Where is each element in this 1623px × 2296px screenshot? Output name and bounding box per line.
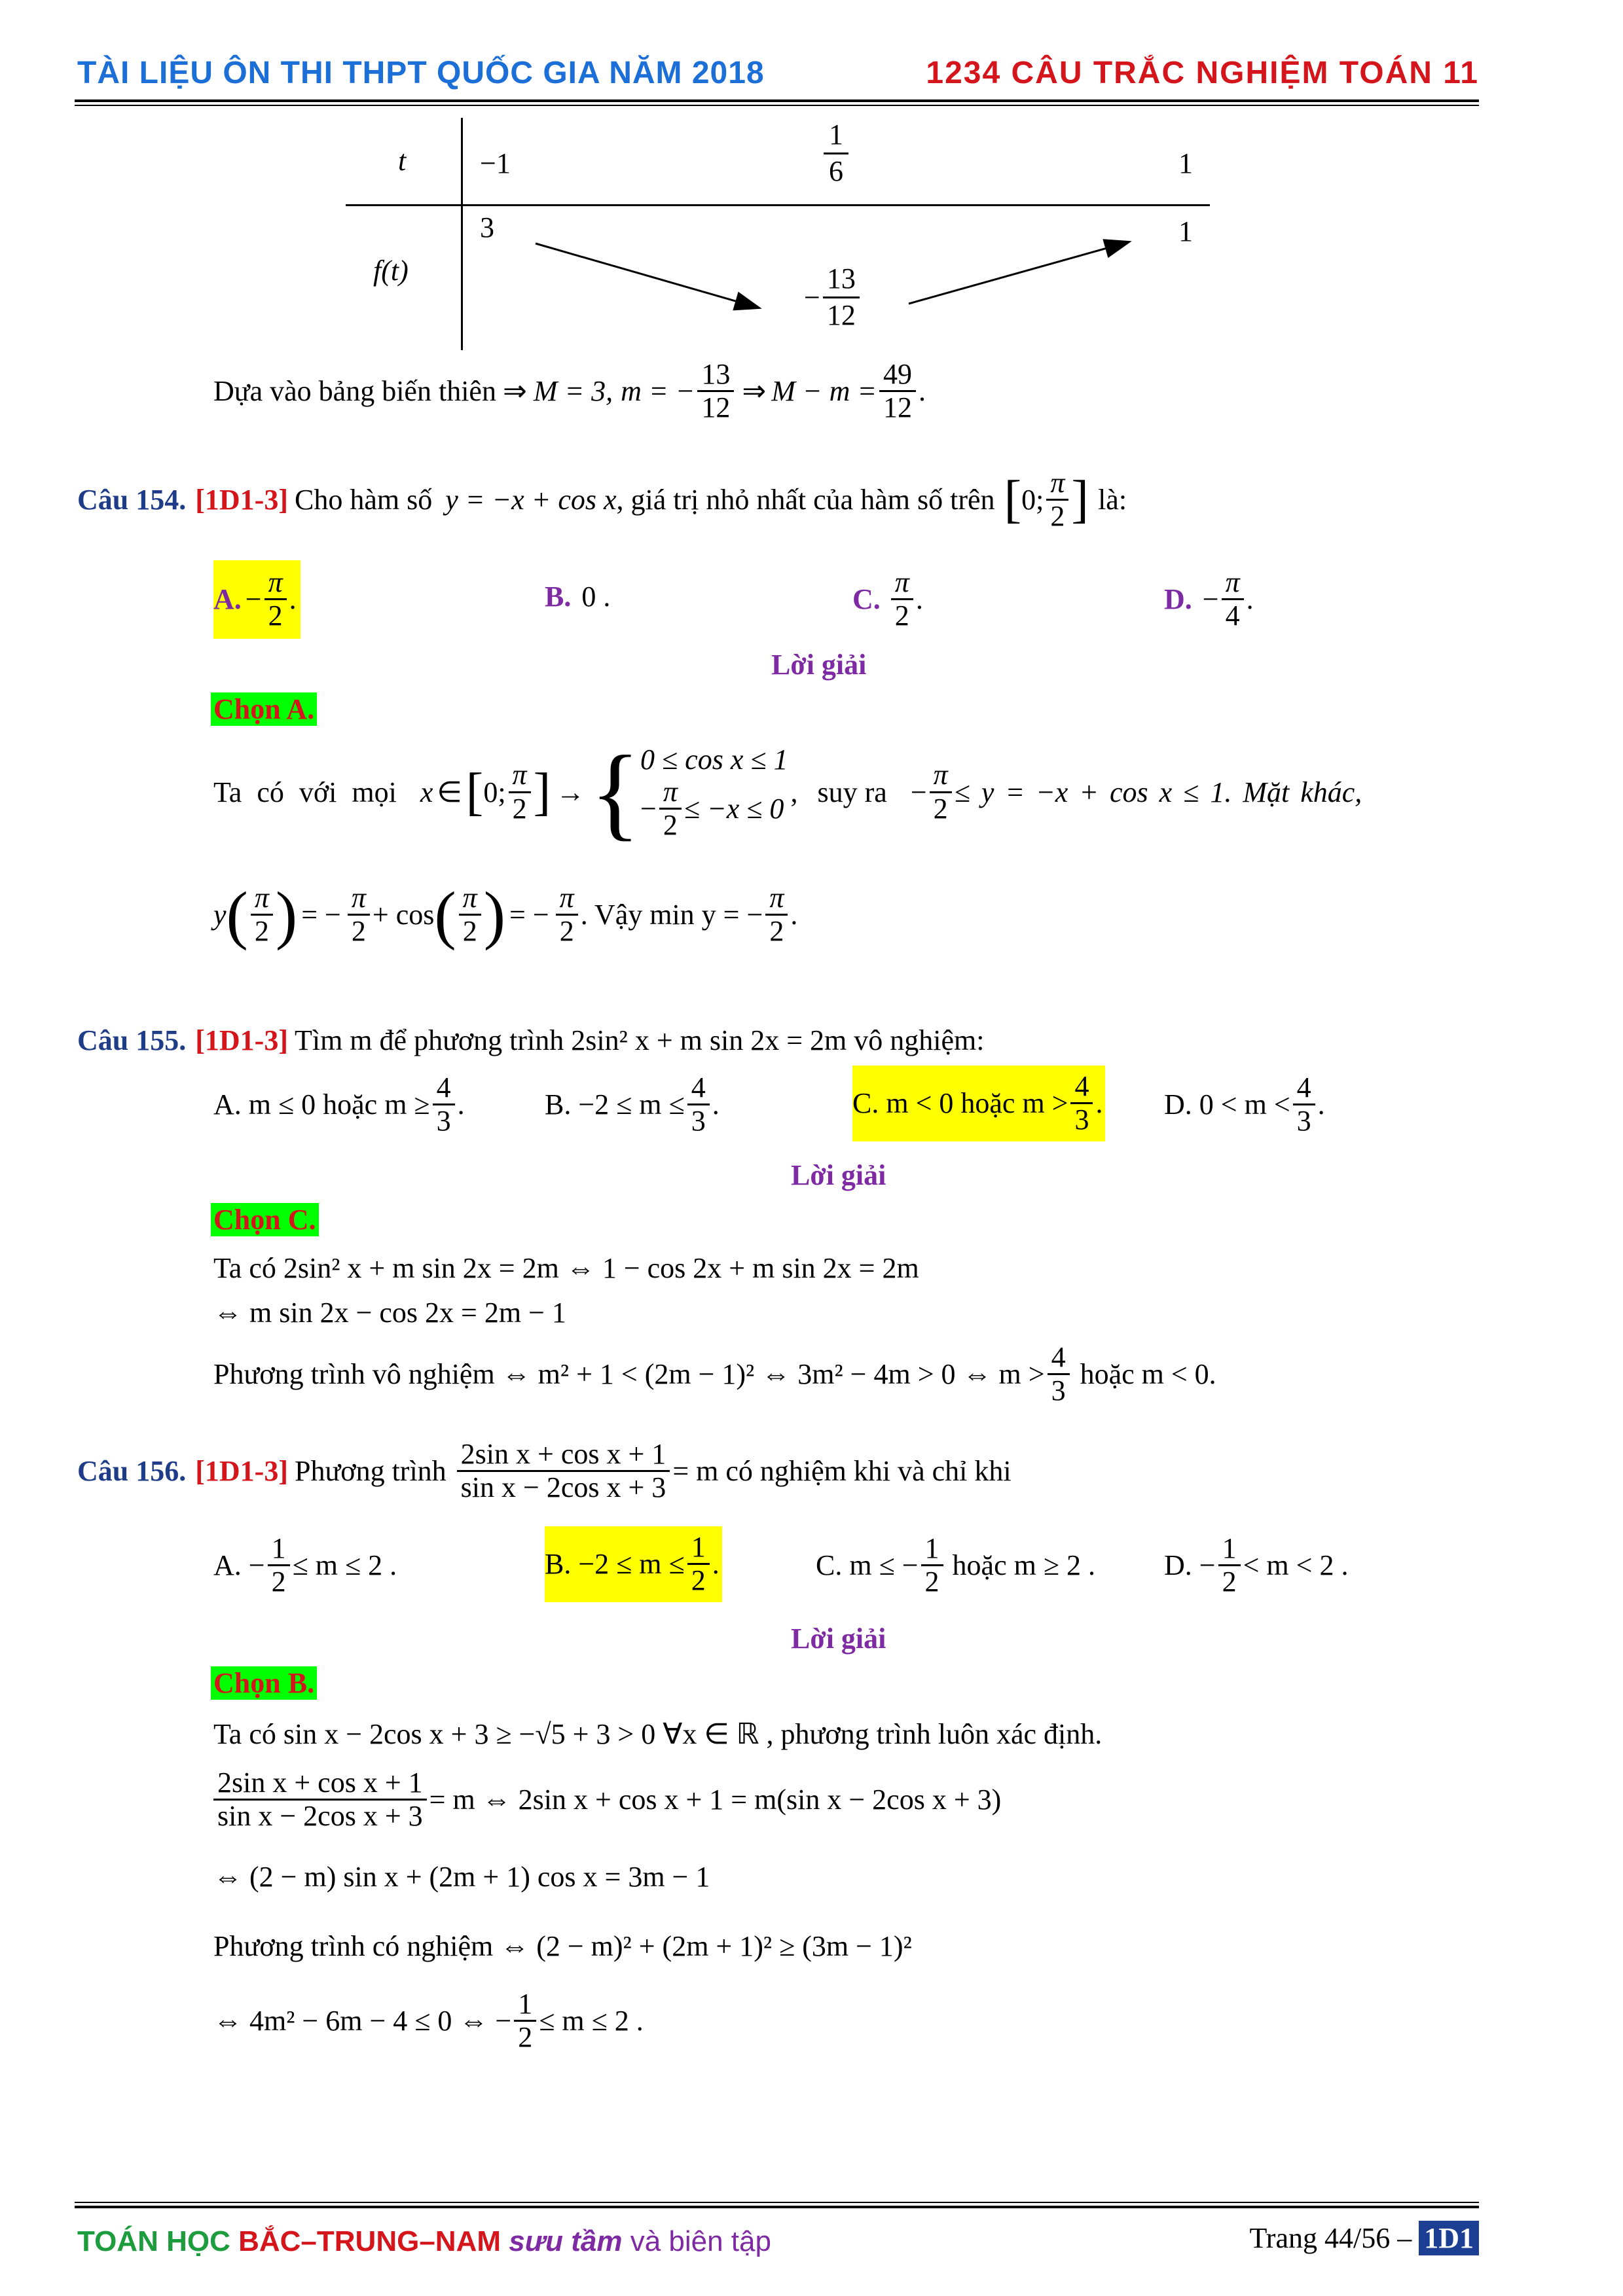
answer-choice: Chọn C. (211, 1203, 319, 1236)
conclusion-min: m = − (621, 375, 695, 408)
frac-num: 1 (1218, 1533, 1241, 1566)
solution-line: Phương trình có nghiệm ⇔ (2 − m)² + (2m + 1)² ≥ (3m − 1)² (213, 1930, 912, 1962)
option-b: B. −2 ≤ m ≤ $\frac{4}{3}$ . (545, 1071, 720, 1138)
solution-text: suy ra (817, 776, 887, 808)
answer-choice: Chọn B. (211, 1666, 317, 1700)
frac-den: 2 (924, 1566, 939, 1598)
frac-den: 2 (663, 809, 678, 841)
option-text: A. m ≤ 0 hoặc m ≥ (213, 1088, 430, 1121)
solution-text: ⇔ 4m² − 6m − 4 ≤ 0 ⇔ − (213, 2005, 512, 2037)
frac-den: 12 (883, 391, 913, 424)
header-rule-thin (75, 105, 1479, 106)
header-rule (75, 99, 1479, 102)
question-155 (77, 1024, 984, 1057)
frac-num: 13 (697, 359, 734, 392)
option-a: A. − $\frac{\pi}{2}$ . (213, 560, 301, 639)
footer-text: TOÁN HỌC (77, 2225, 230, 2257)
option-text: B. −2 ≤ m ≤ (545, 1548, 685, 1581)
conclusion-max: M = 3, (533, 375, 613, 408)
solution-text: = m ⇔ 2sin x + cos x + 1 = m(sin x − 2cos x + 3) (429, 1784, 1002, 1816)
frac-num: 1 (514, 1988, 536, 2022)
option-letter: B. (545, 581, 572, 613)
question-text: Tìm m để phương trình 2sin² x + m sin 2x = 2m vô nghiệm: (294, 1024, 985, 1056)
frac-num: π (264, 567, 287, 600)
solution-text: y (213, 899, 227, 931)
row-label-t: t (398, 145, 407, 177)
t-value-left: −1 (480, 147, 511, 179)
solution-text: ≤ m ≤ 2 . (539, 2005, 644, 2037)
option-d: D. − $\frac{\pi}{4}$ . (1164, 566, 1254, 632)
interval-start: 0; (1021, 484, 1044, 516)
option-a: A. m ≤ 0 hoặc m ≥ $\frac{4}{3}$ . (213, 1071, 465, 1138)
system-line-1: 0 ≤ cos x ≤ 1 (640, 743, 788, 776)
solution-line (213, 1767, 1001, 1833)
table-arrows (346, 118, 1210, 353)
header-title-right: 1234 CÂU TRẮC NGHIỆM TOÁN 11 (926, 56, 1479, 90)
frac-num: 1 (268, 1533, 290, 1566)
option-text: C. m < 0 hoặc m > (852, 1087, 1068, 1120)
question-tag: [1D1-3] (195, 484, 288, 516)
frac-den: 3 (691, 1105, 706, 1138)
option-b (545, 580, 610, 613)
solution-line: ⇔ (2 − m) sin x + (2m + 1) cos x = 3m − 1 (213, 1861, 710, 1893)
solution-line: Ta có với mọi x ∈ [ 0; $\frac{\pi}{2}$ ] → { 0 ≤ cos x ≤ 1 − $\frac{\pi}{2}$ ≤ −x ≤ 0 , suy ra − $\frac{\pi}{2}$ ≤ y = −x + cos x ≤ 1. Mặt khác, (213, 734, 1362, 850)
question-154: Câu 154. [1D1-3] Cho hàm số y = −x + cos x , giá trị nhỏ nhất của hàm số trên [ 0; $\frac{\pi}{2}$ ] là: (77, 467, 1127, 533)
f-value-min: − $\frac{13}{12}$ (804, 262, 860, 333)
frac-num: 2sin x + cos x + 1 (457, 1439, 670, 1472)
frac-num: π (930, 759, 952, 793)
variation-table (346, 118, 1210, 353)
question-label: Câu 155. (77, 1024, 187, 1056)
option-d (1164, 1533, 1348, 1598)
solution-ineq: ≤ y = −x + cos x ≤ 1. Mặt khác, (954, 776, 1362, 808)
option-text: C. m ≤ − (816, 1549, 919, 1582)
frac-num: π (1046, 467, 1068, 501)
frac-num: π (459, 882, 481, 916)
frac-num: 4 (1070, 1071, 1093, 1104)
question-text: , giá trị nhỏ nhất của hàm số trên (616, 484, 995, 516)
option-d: D. 0 < m < $\frac{4}{3}$ . (1164, 1071, 1325, 1138)
frac-den: 2 (512, 792, 527, 825)
t-value-right: 1 (1178, 147, 1193, 179)
frac-den: 2 (1050, 500, 1065, 533)
frac-den: 2 (462, 915, 477, 947)
f-min-numerator: 13 (823, 262, 860, 298)
option-text: < m < 2 . (1243, 1549, 1349, 1582)
frac-num: π (659, 776, 682, 810)
option-letter: C. (852, 583, 881, 616)
question-tag: [1D1-3] (195, 1024, 288, 1056)
t-mid-numerator: 1 (824, 118, 848, 154)
frac-num: 1 (921, 1533, 943, 1566)
footer-text: sưu tầm (509, 2225, 623, 2257)
solution-text: . Vậy min y = − (580, 899, 763, 931)
footer-rule-thin (75, 2202, 1479, 2203)
footer-credit (77, 2225, 771, 2258)
question-text: Phương trình (294, 1455, 447, 1488)
frac-num: π (251, 882, 273, 916)
solution-line: ⇔ m sin 2x − cos 2x = 2m − 1 (213, 1297, 566, 1329)
option-text: D. 0 < m < (1164, 1088, 1290, 1121)
conclusion-text: Dựa vào bảng biến thiên (213, 375, 496, 408)
interval-start: 0; (483, 776, 506, 808)
option-c: C. m < 0 hoặc m > $\frac{4}{3}$ . (852, 1066, 1105, 1141)
option-b: B. −2 ≤ m ≤ $\frac{1}{2}$ . (545, 1526, 722, 1602)
solution-text: + cos (372, 899, 435, 931)
option-a (213, 1533, 397, 1598)
solution-title: Lời giải (791, 1623, 886, 1655)
frac-num: 2sin x + cos x + 1 (213, 1767, 427, 1801)
frac-num: π (556, 882, 578, 916)
question-label: Câu 156. (77, 1455, 187, 1488)
frac-den: 3 (1074, 1103, 1089, 1136)
frac-den: 2 (1222, 1566, 1237, 1598)
footer-page (1249, 2221, 1479, 2255)
frac-num: π (891, 567, 913, 600)
row-label-ft: f(t) (373, 255, 409, 287)
frac-den: sin x − 2cos x + 3 (460, 1471, 666, 1504)
frac-den: 2 (268, 600, 283, 632)
frac-den: 2 (254, 915, 269, 947)
solution-title: Lời giải (771, 649, 867, 681)
frac-den: 12 (701, 391, 731, 424)
f-min-denominator: 12 (826, 298, 856, 331)
frac-den: 2 (351, 915, 366, 947)
solution-text: Ta có với mọi (213, 776, 397, 808)
option-text: D. − (1164, 1549, 1216, 1582)
frac-den: 4 (1225, 600, 1240, 632)
header-title-left: TÀI LIỆU ÔN THI THPT QUỐC GIA NĂM 2018 (77, 56, 765, 90)
frac-num: π (509, 759, 531, 793)
f-value-right: 1 (1178, 215, 1193, 247)
solution-line: Ta có 2sin² x + m sin 2x = 2m ⇔ 1 − cos 2x + m sin 2x = 2m (213, 1252, 919, 1284)
option-text: A. − (213, 1549, 265, 1582)
frac-num: 4 (687, 1072, 710, 1105)
question-label: Câu 154. (77, 484, 187, 516)
frac-num: 4 (1293, 1072, 1315, 1105)
solution-line (213, 1342, 1216, 1407)
option-letter: D. (1164, 583, 1192, 616)
frac-den: 3 (1051, 1374, 1066, 1407)
frac-num: π (1222, 567, 1244, 600)
option-text: ≤ m ≤ 2 . (292, 1549, 397, 1582)
question-func: y = −x + cos x (445, 484, 617, 516)
frac-den: 2 (271, 1566, 286, 1598)
frac-den: 2 (894, 600, 909, 632)
frac-num: 1 (687, 1532, 710, 1565)
f-value-left: 3 (480, 211, 494, 243)
question-tag: [1D1-3] (195, 1455, 288, 1488)
option-text: hoặc m ≥ 2 . (952, 1549, 1095, 1582)
frac-den: 2 (559, 915, 574, 947)
frac-num: 49 (879, 359, 916, 392)
footer-text: và biên tập (630, 2225, 771, 2257)
solution-title: Lời giải (791, 1159, 886, 1191)
frac-den: 2 (518, 2021, 533, 2054)
solution-line: Ta có sin x − 2cos x + 3 ≥ −√5 + 3 > 0 ∀x ∈ ℝ , phương trình luôn xác định. (213, 1718, 1103, 1750)
question-156 (77, 1439, 1012, 1504)
solution-line: y ( $\frac{\pi}{2}$ ) = − $\frac{\pi}{2}$ + cos ( $\frac{\pi}{2}$ ) = − $\frac{\pi}{2}$ . Vậy min y = − $\frac{\pi}{2}$ . (213, 878, 798, 951)
option-letter: A. (213, 583, 242, 616)
frac-den: 2 (769, 915, 784, 947)
system-line-2: ≤ −x ≤ 0 (684, 793, 784, 825)
conclusion-diff: M − m = (771, 375, 877, 408)
option-c (816, 1533, 1095, 1598)
chapter-badge: 1D1 (1419, 2221, 1479, 2255)
frac-num: 4 (433, 1072, 455, 1105)
frac-den: 2 (933, 792, 948, 825)
answer-choice: Chọn A. (211, 692, 317, 726)
frac-num: π (348, 882, 370, 916)
question-text: là: (1098, 484, 1127, 516)
option-text: B. −2 ≤ m ≤ (545, 1088, 685, 1121)
table-conclusion: Dựa vào bảng biến thiên ⇒ M = 3, m = − $\frac{13}{12}$ ⇒ M − m = $\frac{49}{12}$ . (213, 358, 926, 424)
solution-text: hoặc m < 0. (1080, 1358, 1216, 1391)
option-value: 0 . (581, 581, 611, 613)
page-number: Trang 44/56 – (1249, 2222, 1412, 2254)
solution-line (213, 1988, 644, 2054)
footer-text: BẮC–TRUNG–NAM (238, 2225, 501, 2257)
frac-den: 2 (691, 1564, 706, 1597)
frac-den: 3 (436, 1105, 451, 1138)
t-mid-denominator: 6 (829, 154, 843, 187)
frac-num: π (765, 882, 788, 916)
question-text: = m có nghiệm khi và chỉ khi (672, 1455, 1012, 1488)
footer-rule (75, 2206, 1479, 2208)
frac-num: 4 (1048, 1342, 1070, 1375)
frac-den: 3 (1296, 1105, 1311, 1138)
question-text: Cho hàm số (294, 484, 433, 516)
option-c: C. $\frac{\pi}{2}$ . (852, 566, 923, 632)
frac-den: sin x − 2cos x + 3 (217, 1800, 423, 1833)
solution-text: Phương trình vô nghiệm ⇔ m² + 1 < (2m − 1)² ⇔ 3m² − 4m > 0 ⇔ m > (213, 1358, 1045, 1391)
